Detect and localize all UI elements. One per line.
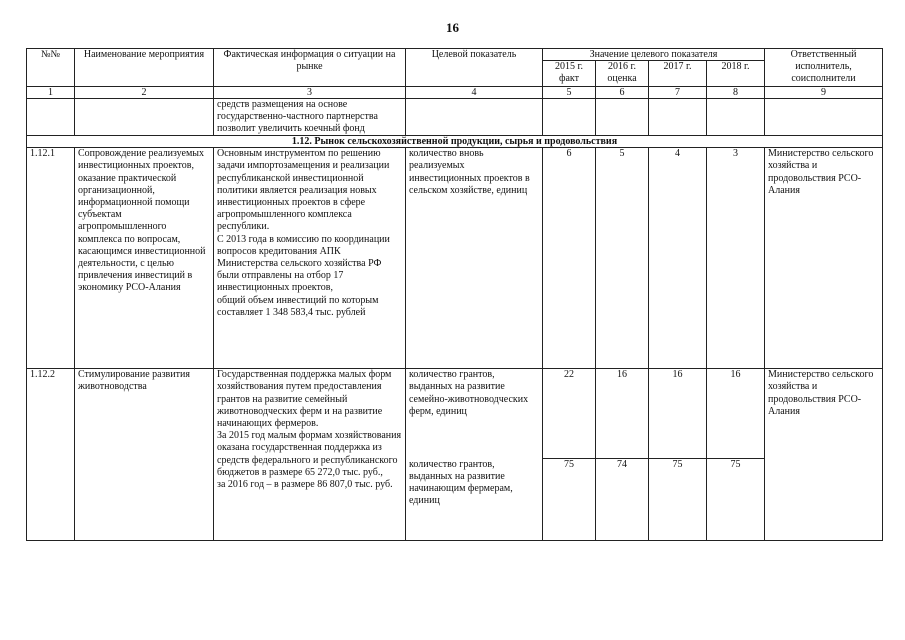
column-number: 3: [214, 86, 406, 98]
table-row: [27, 369, 883, 459]
column-number: 8: [707, 86, 765, 98]
header-number: №№: [27, 49, 75, 87]
header-event-name: Наименование мероприятия: [75, 49, 214, 87]
event-name: Сопровождение реализуемых инвестиционных проектов, оказание практической организационной, информационной помощи субъектам агропромышленного комплекса по вопросам, касающимся инвестиционной деятельности, с целью привлечения инвестиций в экономику РСО-Алания: [75, 148, 214, 369]
column-number: 9: [765, 86, 883, 98]
value-b-2018: 75: [707, 459, 765, 541]
header-indicator-value: Значение целевого показателя: [543, 49, 765, 61]
column-number: 6: [596, 86, 649, 98]
column-number: 5: [543, 86, 596, 98]
responsible: Министерство сельского хозяйства и продовольствия РСО-Алания: [765, 369, 883, 541]
header-year-2017: 2017 г.: [649, 61, 707, 87]
row-number: 1.12.1: [27, 148, 75, 369]
column-number-row: [27, 86, 883, 98]
header-responsible: Ответственный исполнитель, соисполнители: [765, 49, 883, 87]
continuation-row: [27, 98, 883, 136]
value-a-2018: 16: [707, 369, 765, 459]
column-number: 7: [649, 86, 707, 98]
value-2016: 5: [596, 148, 649, 369]
target-indicator-a: количество грантов, выданных на развитие семейно-животноводческих ферм, единиц: [406, 369, 543, 459]
row-number: 1.12.2: [27, 369, 75, 541]
header-market-info: Фактическая информация о ситуации на рынке: [214, 49, 406, 87]
header-target-indicator: Целевой показатель: [406, 49, 543, 87]
target-indicator: количество вновь реализуемых инвестиционных проектов в сельском хозяйстве, единиц: [406, 148, 543, 369]
value-2017: 4: [649, 148, 707, 369]
target-indicator-b: количество грантов, выданных на развитие начинающим фермерам, единиц: [406, 459, 543, 541]
continuation-text: средств размещения на основе государственно-частного партнерства позволит увеличить коечный фонд: [214, 98, 406, 136]
market-info: Государственная поддержка малых форм хозяйствования путем предоставления грантов на развитие семейный животноводческих ферм и на развитие начинающих фермеров. За 2015 год малым формам хозяйствования оказана государственная поддержка из средств федерального и республиканского бюджетов в размере 65 272,0 тыс. руб., за 2016 год – в размере 86 807,0 тыс. руб.: [214, 369, 406, 541]
value-b-2015: 75: [543, 459, 596, 541]
value-a-2016: 16: [596, 369, 649, 459]
column-number: 2: [75, 86, 214, 98]
page-number: 16: [446, 20, 459, 35]
header-row: [27, 49, 883, 61]
header-year-2016: 2016 г. оценка: [596, 61, 649, 87]
section-row: [27, 136, 883, 148]
header-year-2018: 2018 г.: [707, 61, 765, 87]
responsible: Министерство сельского хозяйства и продовольствия РСО-Алания: [765, 148, 883, 369]
event-name: Стимулирование развития животноводства: [75, 369, 214, 541]
value-2018: 3: [707, 148, 765, 369]
column-number: 1: [27, 86, 75, 98]
header-year-2015: 2015 г. факт: [543, 61, 596, 87]
value-b-2016: 74: [596, 459, 649, 541]
target-indicators-table: [26, 48, 883, 541]
value-a-2015: 22: [543, 369, 596, 459]
market-info: Основным инструментом по решению задачи импортозамещения и реализации республиканской инвестиционной политики является реализация новых инвестиционных проектов в сфере агропромышленного комплекса республики. С 2013 года в комиссию по координации вопросов кредитования АПК Министерства сельского хозяйства РФ были отправлены на отбор 17 инвестиционных проектов, общий объем инвестиций по которым составляет 1 348 583,4 тыс. рублей: [214, 148, 406, 369]
section-title: 1.12. Рынок сельскохозяйственной продукции, сырья и продовольствия: [27, 136, 883, 148]
value-b-2017: 75: [649, 459, 707, 541]
value-2015: 6: [543, 148, 596, 369]
value-a-2017: 16: [649, 369, 707, 459]
table-row: [27, 148, 883, 369]
column-number: 4: [406, 86, 543, 98]
